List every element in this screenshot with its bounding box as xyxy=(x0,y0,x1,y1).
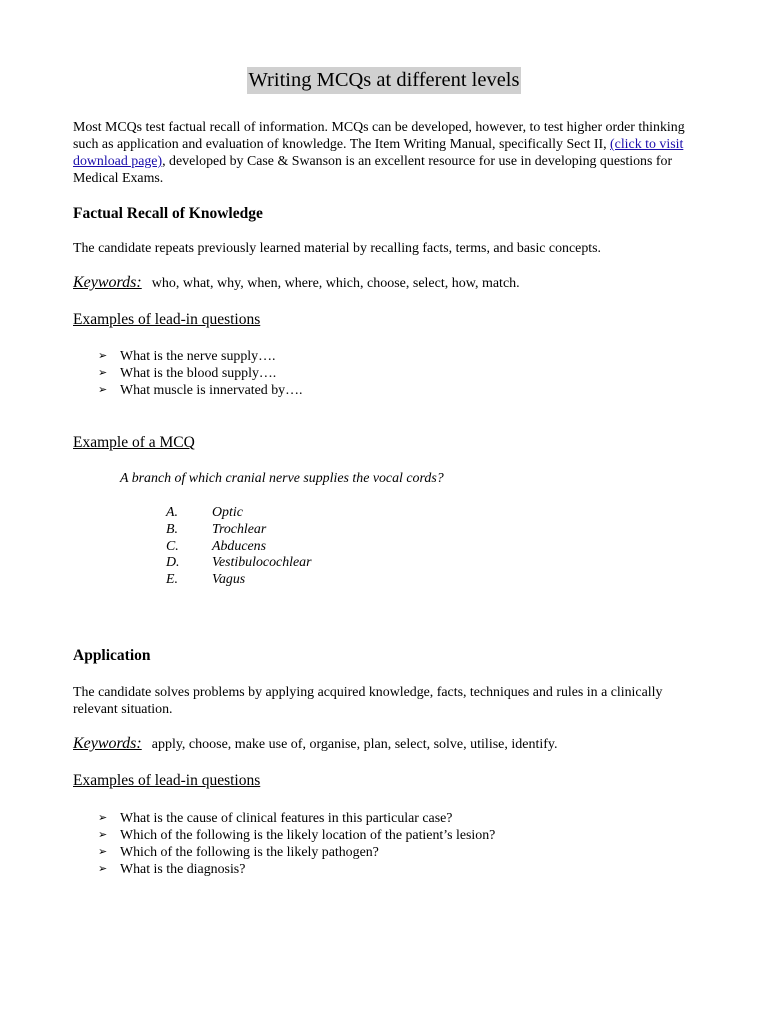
factual-keywords-label: Keywords: xyxy=(73,274,142,291)
mcq-option: C. Abducens xyxy=(166,538,267,554)
application-heading: Application xyxy=(73,647,151,664)
list-item: ➢ Which of the following is the likely location of the patient’s lesion? xyxy=(98,828,496,843)
application-description: The candidate solves problems by applying acquired knowledge, facts, techniques and rules in a clinically relevant situation. xyxy=(73,685,663,717)
list-item: ➢ What is the cause of clinical features in this particular case? xyxy=(98,811,453,826)
arrow-bullet-icon: ➢ xyxy=(98,846,108,858)
mcq-option: D. Vestibulocochlear xyxy=(166,555,312,571)
mcq-option: E. Vagus xyxy=(166,572,246,588)
arrow-bullet-icon: ➢ xyxy=(98,829,108,841)
intro-text-before: Most MCQs test factual recall of information. MCQs can be developed, however, to test higher order thinking such as application and evaluation of knowledge. The Item Writing Manual, specifically Sect II, xyxy=(73,120,685,152)
factual-recall-heading: Factual Recall of Knowledge xyxy=(73,205,263,222)
factual-keywords-list: who, what, why, when, where, which, choose, select, how, match. xyxy=(151,276,520,291)
list-item: ➢ What muscle is innervated by…. xyxy=(98,383,303,398)
mcq-options xyxy=(166,505,312,589)
mcq-stem: A branch of which cranial nerve supplies the vocal cords? xyxy=(120,471,444,486)
application-keywords-list: apply, choose, make use of, organise, plan, select, solve, utilise, identify. xyxy=(151,737,558,752)
intro-paragraph xyxy=(73,119,703,187)
mcq-option: A. Optic xyxy=(166,505,243,520)
mcq-example-heading: Example of a MCQ xyxy=(73,434,195,451)
page-title: Writing MCQs at different levels xyxy=(247,67,522,94)
intro-text-after: , developed by Case & Swanson is an excellent resource for use in developing questions for Medical Exams. xyxy=(73,154,673,186)
arrow-bullet-icon: ➢ xyxy=(98,384,108,396)
application-examples-heading: Examples of lead-in questions xyxy=(73,772,261,789)
list-item: ➢ What is the blood supply…. xyxy=(98,366,277,381)
application-keywords-label: Keywords: xyxy=(73,735,142,752)
application-examples-list xyxy=(98,810,495,878)
factual-examples-heading: Examples of lead-in questions xyxy=(73,311,261,328)
mcq-option: B. Trochlear xyxy=(166,521,267,537)
arrow-bullet-icon: ➢ xyxy=(98,863,108,875)
page-title-container xyxy=(0,67,768,94)
list-item: ➢ Which of the following is the likely pathogen? xyxy=(98,845,379,860)
factual-description: The candidate repeats previously learned material by recalling facts, terms, and basic concepts. xyxy=(73,241,602,256)
arrow-bullet-icon: ➢ xyxy=(98,812,108,824)
arrow-bullet-icon: ➢ xyxy=(98,350,108,362)
factual-examples-list xyxy=(98,348,302,399)
list-item: ➢ What is the nerve supply…. xyxy=(98,349,276,364)
download-page-link[interactable]: (click to visit download page) xyxy=(73,137,684,169)
application-keywords xyxy=(73,735,558,753)
arrow-bullet-icon: ➢ xyxy=(98,367,108,379)
list-item: ➢ What is the diagnosis? xyxy=(98,862,246,877)
factual-keywords xyxy=(73,274,520,292)
